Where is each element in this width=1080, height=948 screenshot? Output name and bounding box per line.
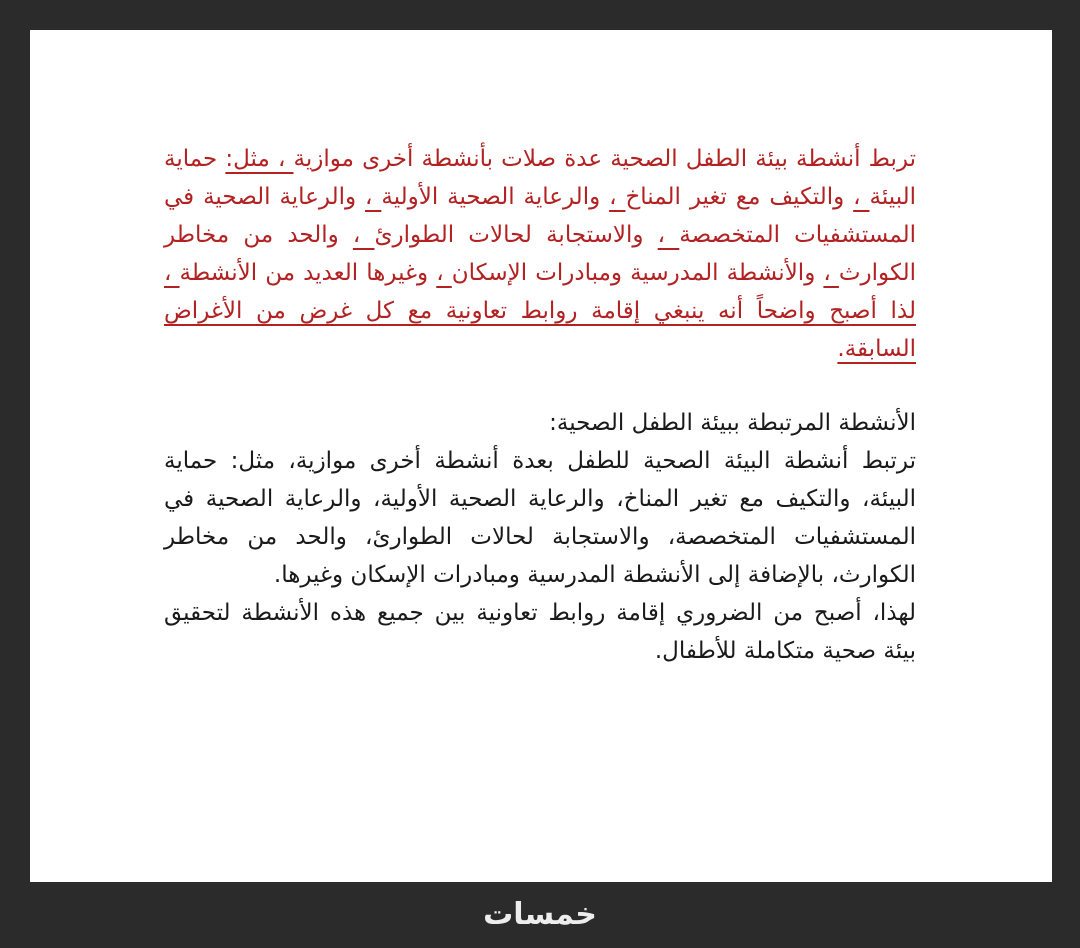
body-paragraph-2: لهذا، أصبح من الضروري إقامة روابط تعاونية بين جميع هذه الأنشطة لتحقيق بيئة صحية متكاملة للأطفال. — [164, 600, 916, 664]
underlined-error-text: ، — [609, 184, 626, 210]
underlined-error-text: ، — [657, 222, 680, 248]
underlined-error-text: لذا أصبح واضحاً أنه ينبغي إقامة روابط تعاونية مع كل غرض من الأغراض السابقة. — [164, 298, 916, 362]
red-text: والاستجابة لحالات الطوارئ — [374, 222, 658, 248]
red-text: والرعاية الصحية في المستشفيات المتخصصة — [164, 184, 917, 248]
body-paragraph-1: ترتبط أنشطة البيئة الصحية للطفل بعدة أنشطة أخرى موازية، مثل: حماية البيئة، والتكيف مع تغير المناخ، والرعاية الصحية الأولية، والرعاية الصحية في المستشفيات المتخصصة، والاستجابة لحالات الطوارئ، والحد من مخاطر الكوارث، بالإضافة إلى الأنشطة المدرسية ومبادرات الإسكان وغيرها. — [164, 448, 916, 588]
underlined-error-text: ، — [853, 184, 870, 210]
underlined-error-text: ، — [823, 260, 839, 286]
red-text: والرعاية الصحية الأولية — [381, 184, 610, 210]
red-text: والتكيف مع تغير المناخ — [625, 184, 854, 210]
section-heading: الأنشطة المرتبطة ببيئة الطفل الصحية: — [549, 410, 916, 436]
red-text: وغيرها العديد من الأنشطة — [179, 260, 437, 286]
underlined-error-text: ، — [164, 260, 180, 286]
khamsat-watermark: خمسات — [483, 897, 597, 932]
red-paragraph — [164, 140, 916, 368]
red-text: والأنشطة المدرسية ومبادرات الإسكان — [451, 260, 824, 286]
underlined-error-text: ، مثل: — [225, 146, 294, 172]
red-text: حماية البيئة — [164, 146, 917, 210]
underlined-error-text: ، — [365, 184, 382, 210]
document-page — [30, 30, 1052, 882]
red-text: والحد من مخاطر الكوارث — [164, 222, 917, 286]
underlined-error-text: ، — [352, 222, 375, 248]
underlined-error-text: ، — [436, 260, 452, 286]
red-text: تربط أنشطة بيئة الطفل الصحية عدة صلات بأنشطة أخرى موازية — [293, 146, 916, 172]
